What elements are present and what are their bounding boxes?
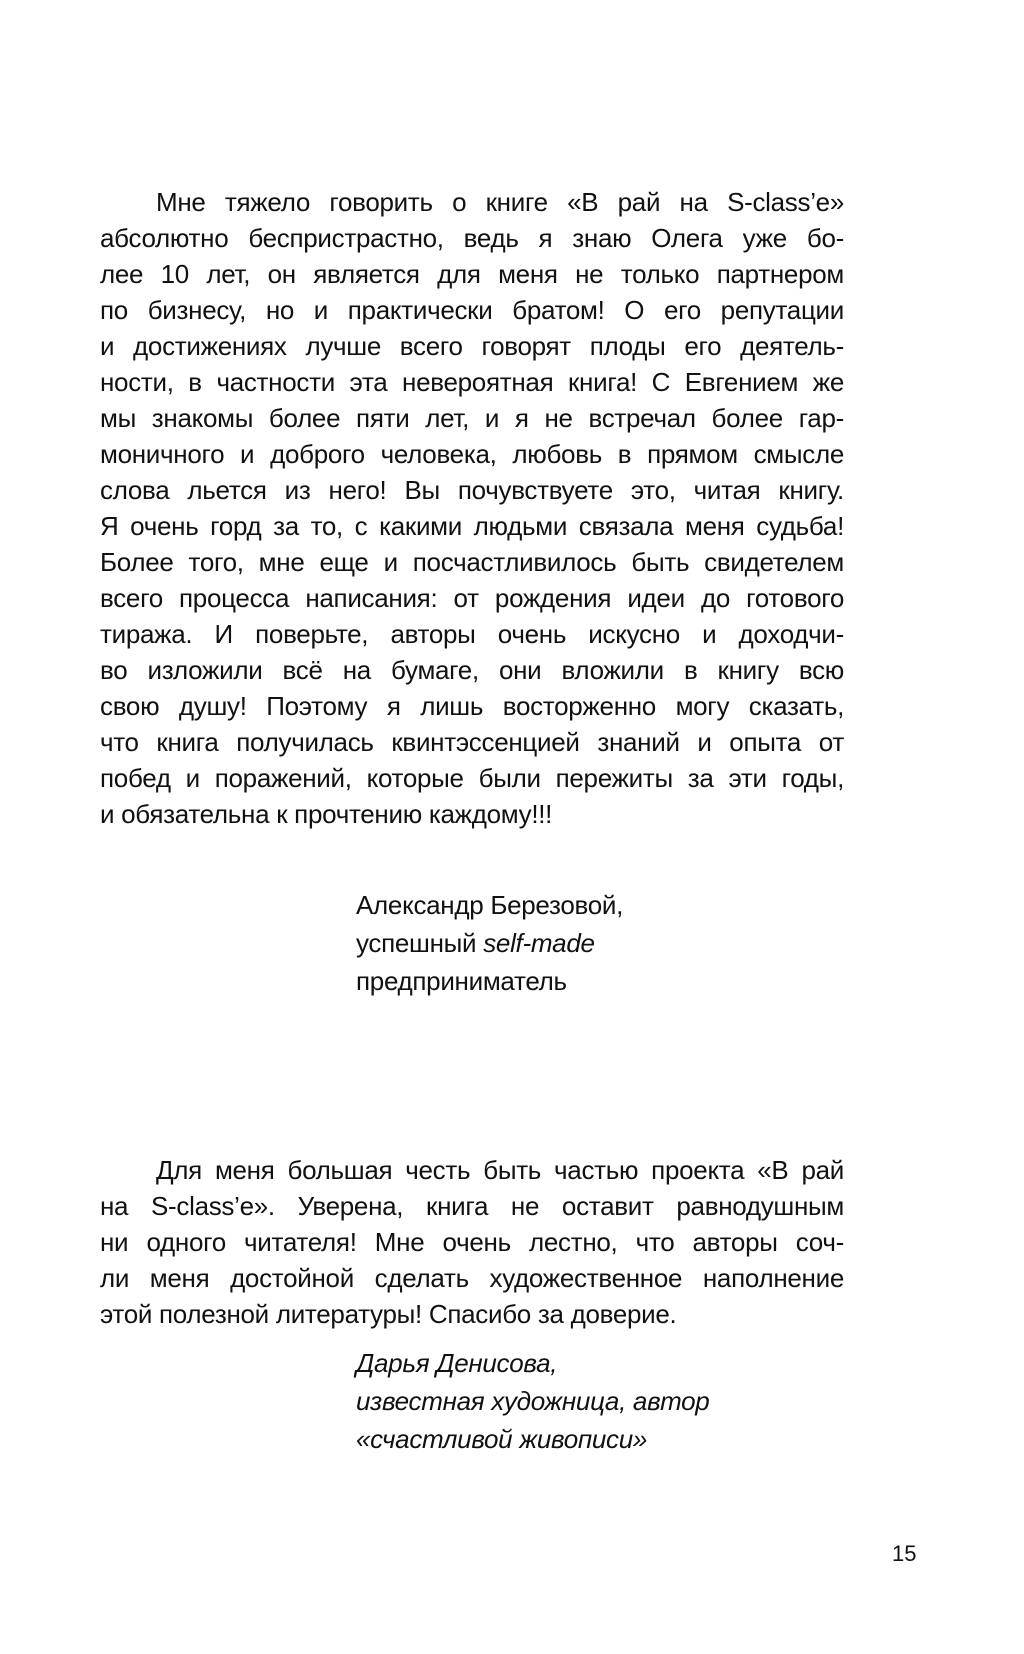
- text-line: лее 10 лет, он является для меня не только партнером: [100, 259, 844, 289]
- testimonial-2-text: [100, 1152, 844, 1332]
- testimonial-1-signature: [356, 886, 836, 1000]
- text-line: и обязательна к прочтению каждому!!!: [100, 799, 553, 829]
- signature-role-italic: self-made: [483, 928, 595, 958]
- text-line: моничного и доброго человека, любовь в прямом смысле: [100, 439, 844, 469]
- signature-role-line-2: «счастливой живописи»: [356, 1424, 648, 1454]
- testimonial-1-text: [100, 184, 844, 832]
- signature-role: известная художница, автор: [356, 1386, 710, 1416]
- text-line: Для меня большая честь быть частью проекта «В рай: [156, 1155, 844, 1185]
- text-line: этой полезной литературы! Спасибо за доверие.: [100, 1299, 677, 1329]
- text-line: побед и поражений, которые были пережиты за эти годы,: [100, 763, 844, 793]
- text-line: ли меня достойной сделать художественное наполнение: [100, 1263, 844, 1293]
- testimonial-2-signature: [356, 1344, 836, 1458]
- text-line: и достижениях лучше всего говорят плоды его деятель-: [100, 331, 844, 361]
- text-line: Я очень горд за то, с какими людьми связала меня судьба!: [100, 511, 844, 541]
- text-line: слова льется из него! Вы почувствуете это, читая книгу.: [100, 475, 844, 505]
- text-line: во изложили всё на бумаге, они вложили в книгу всю: [100, 655, 844, 685]
- text-line: абсолютно беспристрастно, ведь я знаю Олега уже бо-: [100, 223, 844, 253]
- text-line: тиража. И поверьте, авторы очень искусно и доходчи-: [100, 619, 844, 649]
- text-line: по бизнесу, но и практически братом! О его репутации: [100, 295, 844, 325]
- text-line: ни одного читателя! Мне очень лестно, что авторы соч-: [100, 1227, 844, 1257]
- signature-name: Александр Березовой,: [356, 890, 624, 920]
- signature-role: [356, 924, 836, 962]
- text-line: ности, в частности эта невероятная книга! С Евгением же: [100, 367, 844, 397]
- text-line: на S-class’e». Уверена, книга не оставит равнодушным: [100, 1191, 844, 1221]
- signature-role-line-2: предприниматель: [356, 966, 567, 996]
- text-line: мы знакомы более пяти лет, и я не встречал более гар-: [100, 403, 844, 433]
- text-line: Мне тяжело говорить о книге «В рай на S-class’e»: [156, 187, 844, 217]
- text-line: что книга получилась квинтэссенцией знаний и опыта от: [100, 727, 844, 757]
- signature-role-prefix: успешный: [356, 928, 484, 958]
- text-line: всего процесса написания: от рождения идеи до готового: [100, 583, 844, 613]
- text-line: Более того, мне еще и посчастливилось быть свидетелем: [100, 547, 844, 577]
- text-line: свою душу! Поэтому я лишь восторженно могу сказать,: [100, 691, 844, 721]
- signature-name: Дарья Денисова,: [356, 1348, 558, 1378]
- page-number: 15: [892, 1541, 917, 1566]
